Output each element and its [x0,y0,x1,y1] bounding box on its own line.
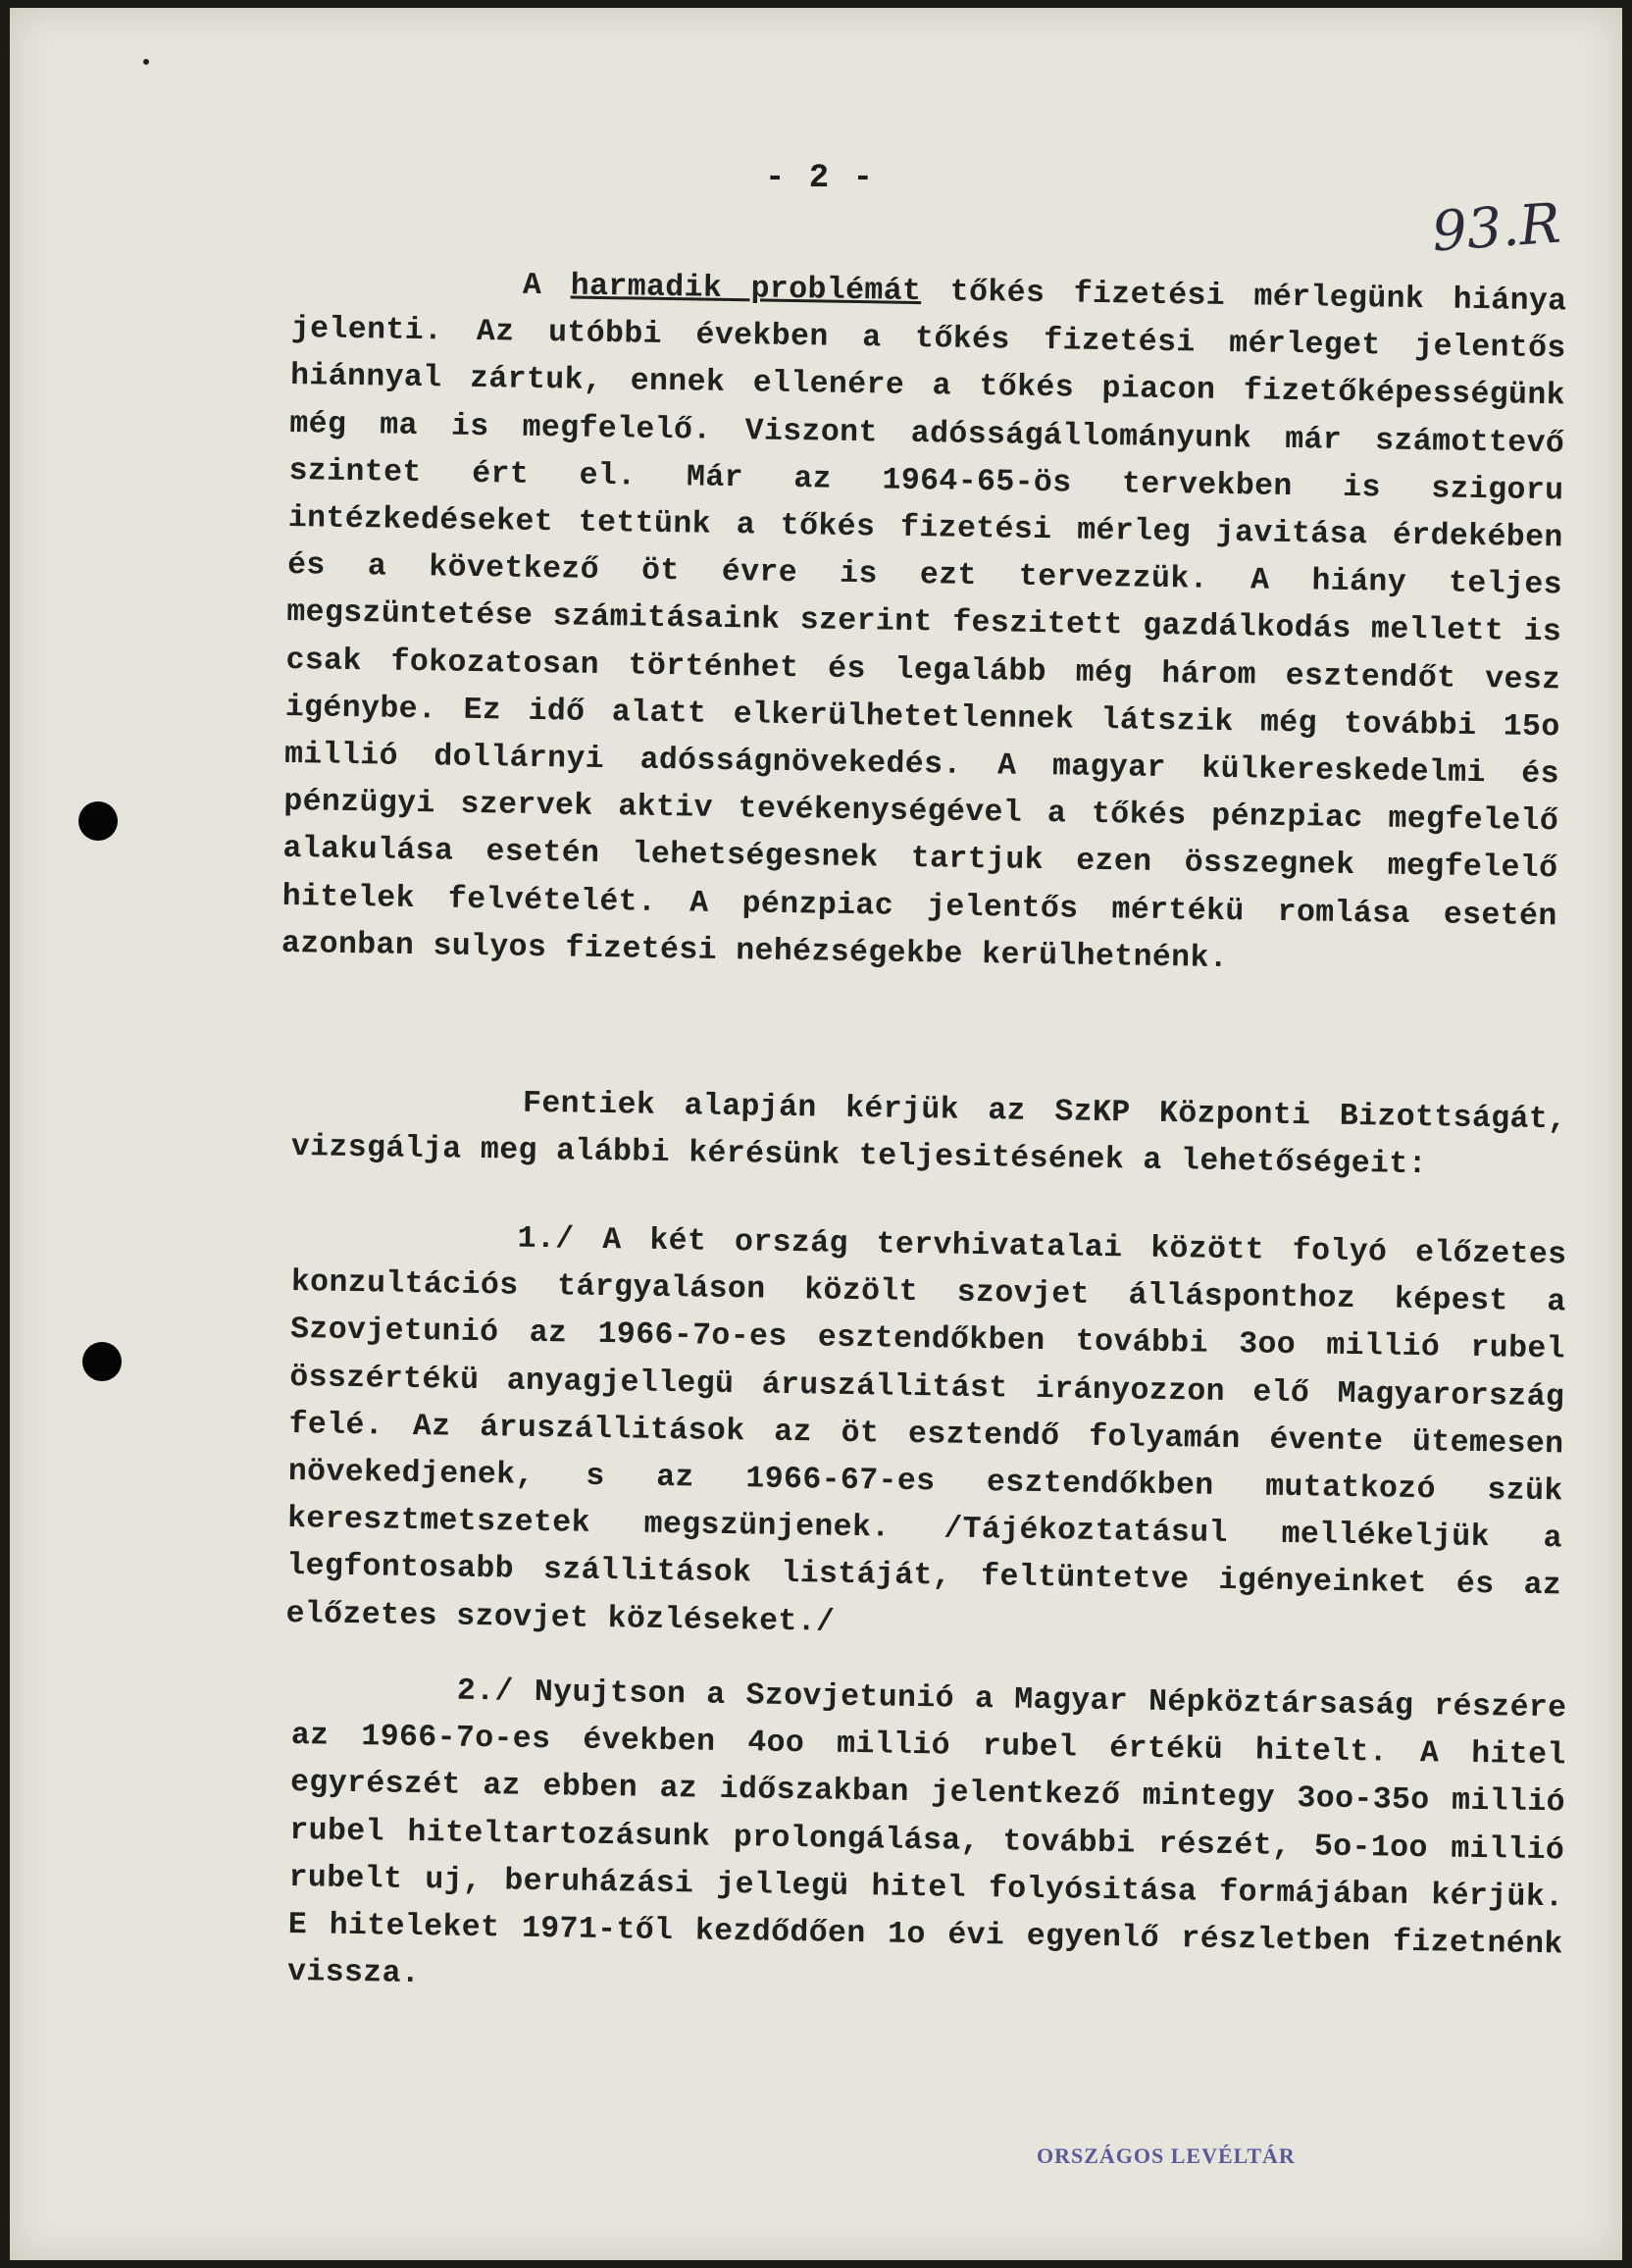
paragraph-request-2: 2./ Nyujtson a Szovjetunió a Magyar Népköztársaság részére az 1966-7o-es években 4oo millió rubel értékü hitelt. A hitel egyrészét az ebben az időszakban jelentkező mintegy 3oo-35o millió rubel hiteltartozásunk prolongálása, további részét, 5o-1oo millió rubelt uj, beruházási jellegü hitel folyósitása formájában kérjük. E hiteleket 1971-től kezdődően 1o évi egyenlő részletben fizetnénk vissza. [286,1671,1587,1992]
punch-hole [82,1342,122,1381]
paragraph-request-1: 1./ A két ország tervhivatalai között folyó előzetes konzultációs tárgyaláson közölt szovjet állásponthoz képest a Szovjetunió az 1966-7o-es esztendőkben további 3oo millió rubel összértékü anyagjellegü áruszállitást irányozzon elő Magyarország felé. Az áruszállitások az öt esztendő folyamán évente ütemesen növekedjenek, s az 1966-67-es esztendőkben mutatkozó szük keresztmetszetek megszünjenek. /Tájékoztatásul mellékeljük a legfontosabb szállitások listáját, feltüntetve igényeinket és az előzetes szovjet közléseket./ [285,1217,1587,1640]
page-number: - 2 - [765,160,876,197]
document-page [10,8,1622,2260]
paper-speck [143,59,149,65]
paragraph-body: tőkés fizetési mérlegünk hiánya jelenti. Az utóbbi években a tőkés fizetési mérleget jelentős hiánnyal zártuk, ennek ellenére a tőkés piacon fizetőképességünk még ma is megfelelő. Viszont adósságállományunk már számottevő szintet ért el. Már az 1964-65-ös tervekben is szigoru intézkedéseket tettünk a tőkés fizetési mérleg javitása érdekében és a következő öt évre is ezt tervezzük. A hiány teljes megszüntetése számitásaink szerint feszitett gazdálkodás mellett is csak fokozatosan történhet és legalább még három esztendőt vesz igénybe. Ez idő alatt elkerülhetetlennek látszik még további 15o millió dollárnyi adósságnövekedés. A magyar külkereskedelmi és pénzügyi szervek aktiv tevékenységével a tőkés pénzpiac megfelelő alakulása esetén lehetségesnek tartjuk ezen összegnek megfelelő hitelek felvételét. A pénzpiac jelentős mértékü romlása esetén azonban sulyos fizetési nehézségekbe kerülhetnénk. [280,275,1587,976]
folio-number: 93.R [1429,191,1563,265]
underlined-phrase: harmadik problémát [570,269,922,310]
paragraph-lead: A [291,264,572,304]
paragraph-request-intro: Fentiek alapján kérjük az SzKP Központi Bizottságát, vizsgálja meg alábbi kérésünk teljesitésének a lehetőségeit: [290,1082,1587,1183]
archive-stamp: ORSZÁGOS LEVÉLTÁR [1037,2143,1296,2168]
paragraph-third-problem [280,259,1587,988]
punch-hole [78,801,118,841]
